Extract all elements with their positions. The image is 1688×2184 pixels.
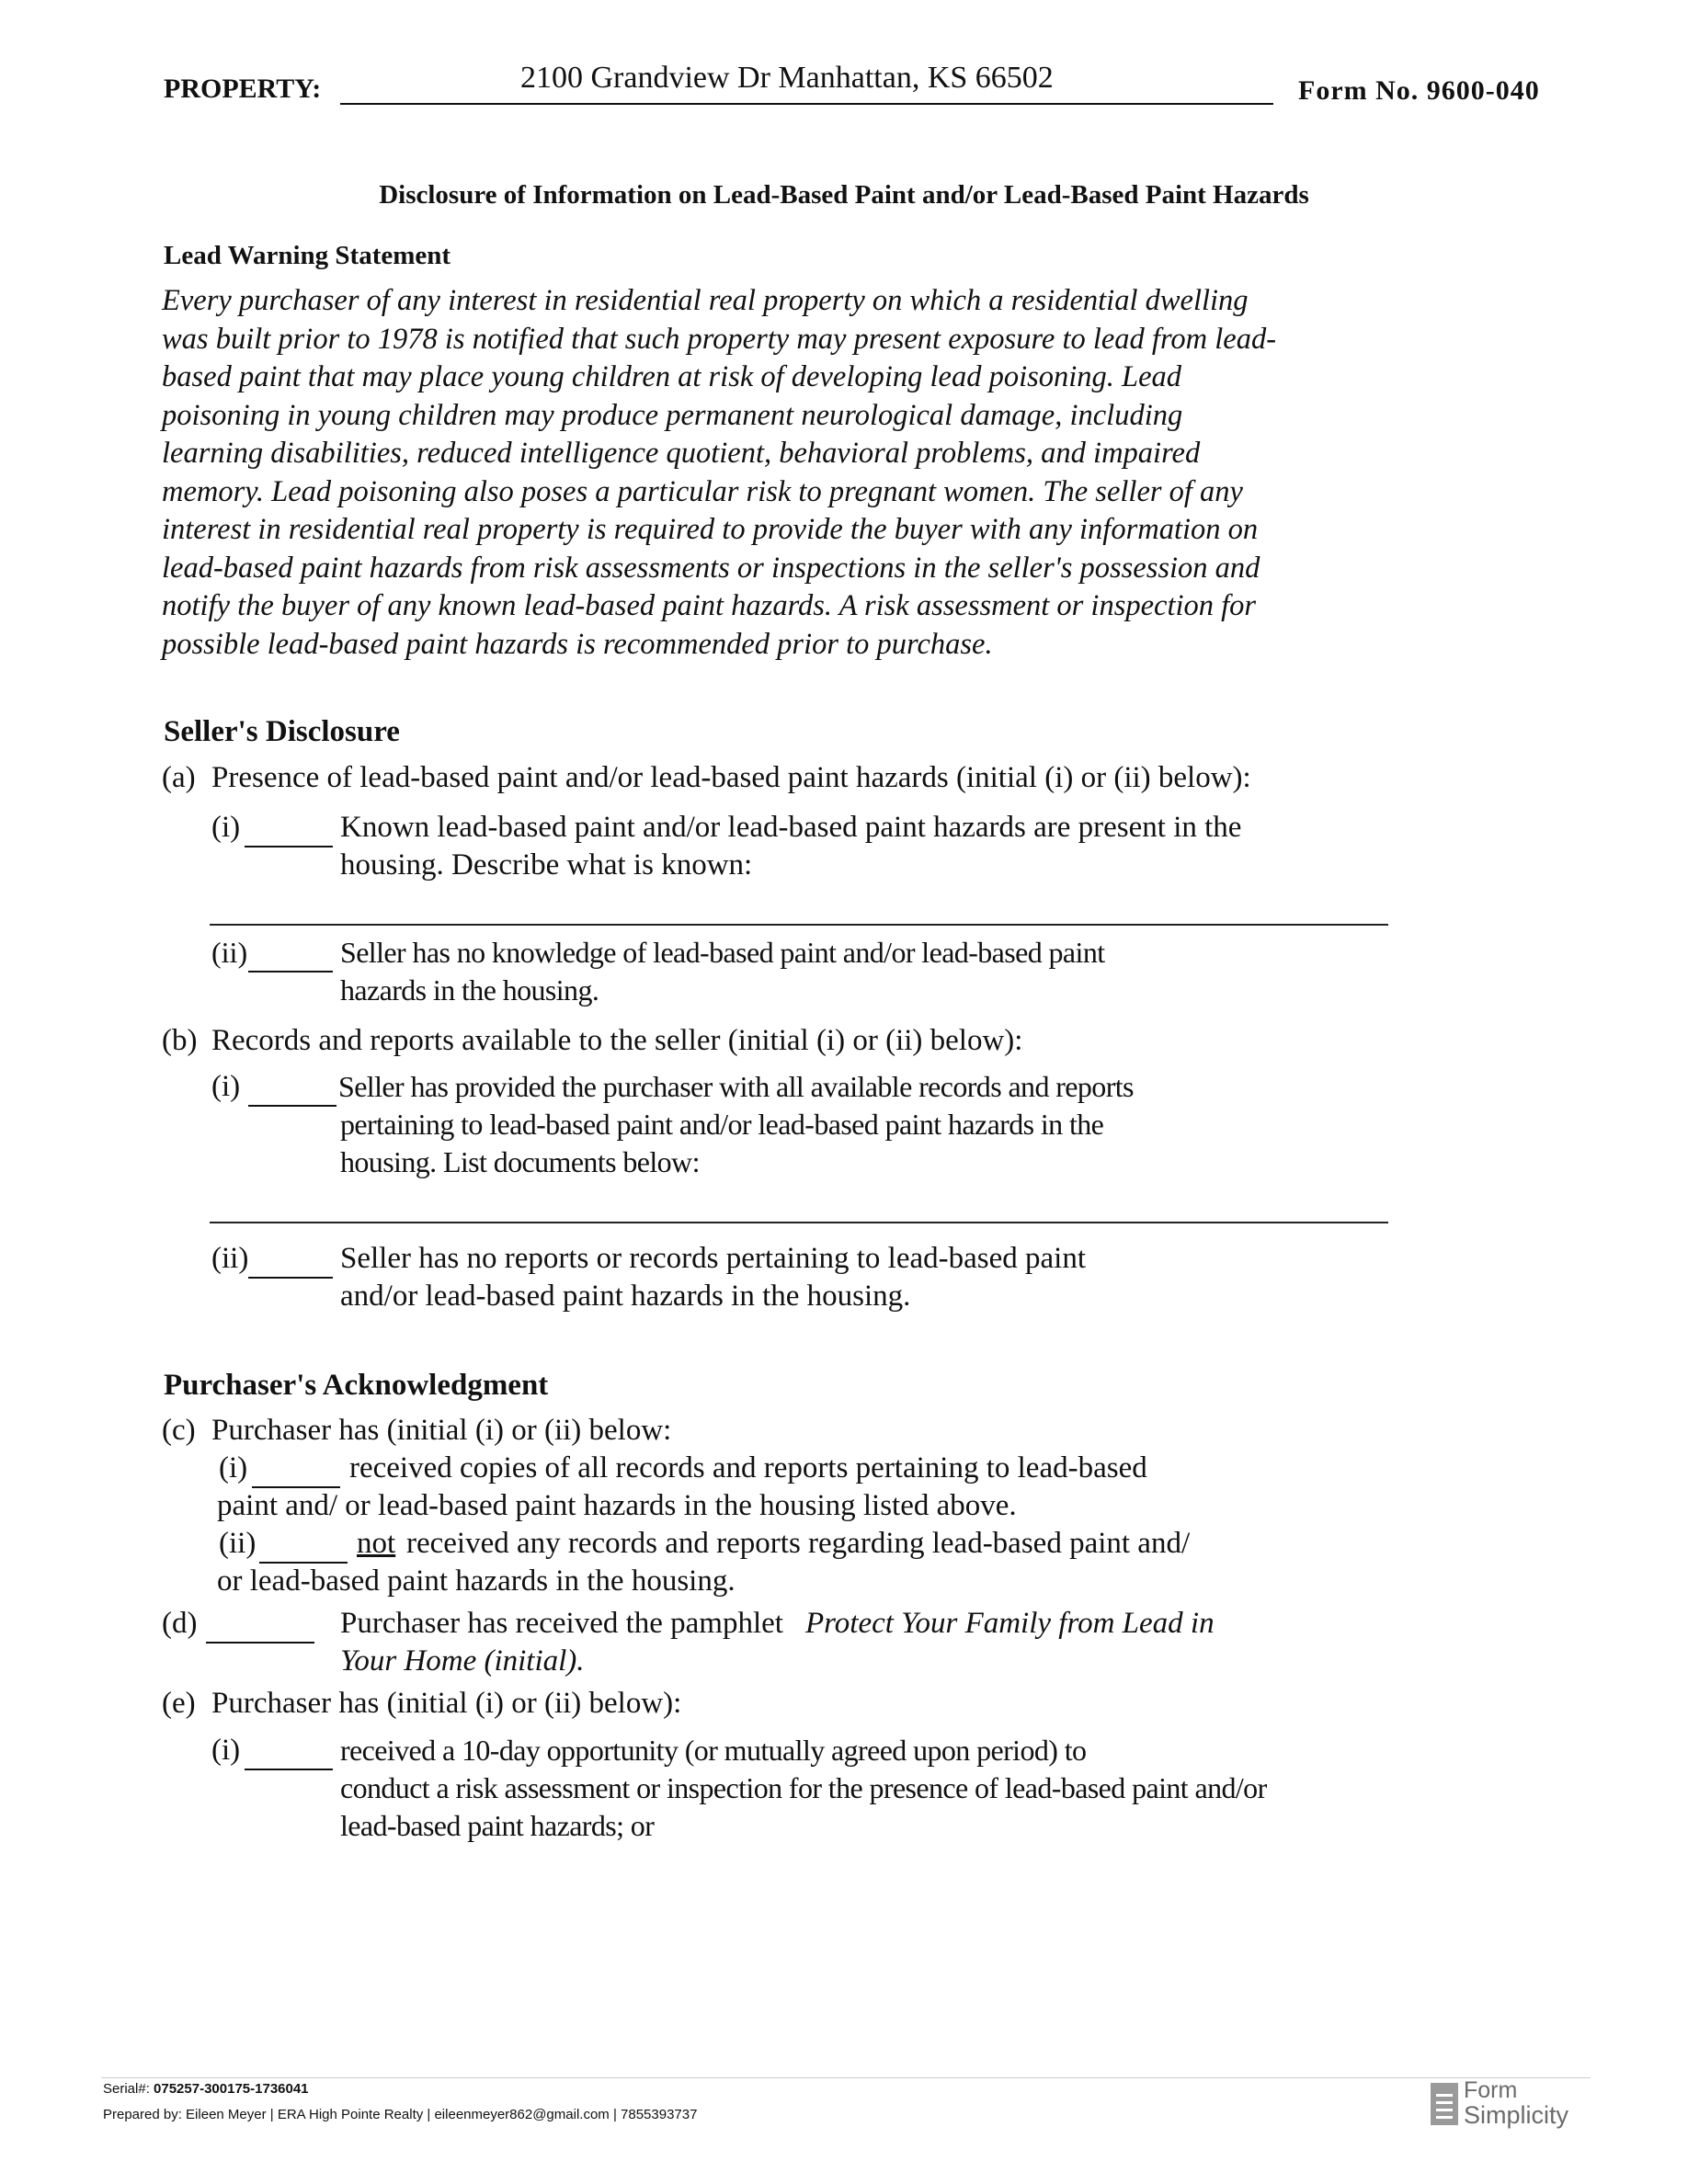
item-b-i-line1: Seller has provided the purchaser with all available records and reports: [338, 1070, 1134, 1103]
item-a-ii-marker: (ii): [211, 936, 248, 969]
item-b-i-initial-field[interactable]: [248, 1072, 336, 1107]
item-c-i-marker: (i): [219, 1451, 248, 1484]
item-a-i-line1: Known lead-based paint and/or lead-based paint hazards are present in the: [340, 811, 1242, 844]
item-c-ii-initial-field[interactable]: [259, 1529, 348, 1564]
item-a-ii-line2: hazards in the housing.: [340, 973, 599, 1007]
item-d-pamphlet-title: Protect Your Family from Lead in: [805, 1607, 1215, 1640]
item-a-i-initial-field[interactable]: [245, 813, 333, 847]
item-a-marker: (a): [162, 761, 196, 794]
item-a-i-marker: (i): [211, 811, 241, 844]
warning-line: based paint that may place young children at risk of developing lead poisoning. Lead: [162, 360, 1182, 393]
item-c-i-line2: paint and/ or lead-based paint hazards in the housing listed above.: [217, 1489, 1017, 1522]
item-b-text: Records and reports available to the seller (initial (i) or (ii) below):: [211, 1024, 1023, 1057]
footer-divider: [101, 2077, 1591, 2078]
item-a-i-line2: housing. Describe what is known:: [340, 848, 753, 882]
item-e-i-line3: lead-based paint hazards; or: [340, 1809, 655, 1842]
warning-line: lead-based paint hazards from risk assessments or inspections in the seller's possession and: [162, 551, 1260, 585]
sellers-disclosure-heading: Seller's Disclosure: [164, 715, 400, 748]
property-field[interactable]: [340, 59, 1273, 105]
item-b-documents-field[interactable]: [210, 1222, 1388, 1223]
item-e-marker: (e): [162, 1687, 196, 1720]
purchasers-acknowledgment-heading: Purchaser's Acknowledgment: [164, 1369, 549, 1402]
serial-value: 075257-300175-1736041: [154, 2081, 309, 2097]
form-number: Form No. 9600-040: [1298, 75, 1540, 106]
warning-line: memory. Lead poisoning also poses a particular risk to pregnant women. The seller of any: [162, 474, 1243, 508]
document-title: Disclosure of Information on Lead-Based Paint and/or Lead-Based Paint Hazards: [379, 180, 1309, 210]
brand-line2: Simplicity: [1464, 2101, 1569, 2129]
warning-line: interest in residential real property is required to provide the buyer with any information on: [162, 513, 1259, 546]
item-a-description-field[interactable]: [210, 924, 1388, 926]
item-d-pamphlet-title-cont: Your Home (initial).: [340, 1644, 585, 1678]
item-a-ii-initial-field[interactable]: [248, 938, 333, 973]
item-b-ii-line1: Seller has no reports or records pertaining to lead-based paint: [340, 1242, 1086, 1275]
item-d-initial-field[interactable]: [206, 1609, 314, 1644]
property-value: 2100 Grandview Dr Manhattan, KS 66502: [520, 61, 1054, 95]
property-label: PROPERTY:: [164, 74, 322, 104]
item-e-text: Purchaser has (initial (i) or (ii) below):: [211, 1687, 682, 1720]
item-b-marker: (b): [162, 1024, 198, 1057]
brand-line1: Form: [1464, 2077, 1518, 2103]
item-d-marker: (d): [162, 1607, 198, 1640]
item-b-i-line3: housing. List documents below:: [340, 1145, 700, 1178]
item-c-ii-not: not: [357, 1527, 396, 1560]
prepared-by: Prepared by: Eileen Meyer | ERA High Pointe Realty | eileenmeyer862@gmail.com | 7855393737: [103, 2107, 698, 2122]
item-c-ii-marker: (ii): [219, 1527, 257, 1560]
item-a-ii-line1: Seller has no knowledge of lead-based paint and/or lead-based paint: [340, 936, 1105, 969]
item-b-i-marker: (i): [211, 1070, 241, 1103]
warning-line: was built prior to 1978 is notified that such property may present exposure to lead from lead-: [162, 322, 1277, 356]
item-e-i-marker: (i): [211, 1734, 241, 1767]
item-b-ii-marker: (ii): [211, 1242, 249, 1275]
document-icon: [1431, 2083, 1458, 2125]
warning-line: possible lead-based paint hazards is recommended prior to purchase.: [162, 627, 993, 661]
formsimplicity-logo: [1431, 2079, 1587, 2134]
serial-number: [103, 2081, 309, 2097]
item-b-ii-line2: and/or lead-based paint hazards in the housing.: [340, 1280, 911, 1313]
item-e-i-initial-field[interactable]: [245, 1735, 333, 1770]
lead-warning-statement: [162, 282, 1385, 664]
item-d-text: Purchaser has received the pamphlet: [340, 1607, 783, 1640]
item-b-ii-initial-field[interactable]: [248, 1244, 333, 1279]
warning-line: notify the buyer of any known lead-based paint hazards. A risk assessment or inspection for: [162, 589, 1257, 622]
serial-label: Serial#:: [103, 2081, 150, 2097]
item-b-i-line2: pertaining to lead-based paint and/or lead-based paint hazards in the: [340, 1108, 1104, 1141]
item-c-ii-line1: received any records and reports regarding lead-based paint and/: [406, 1527, 1191, 1560]
item-e-i-line2: conduct a risk assessment or inspection for the presence of lead-based paint and/or: [340, 1771, 1267, 1804]
item-c-text: Purchaser has (initial (i) or (ii) below:: [211, 1414, 672, 1447]
item-c-ii-line2: or lead-based paint hazards in the housing.: [217, 1564, 736, 1598]
warning-line: Every purchaser of any interest in residential real property on which a residential dwelling: [162, 284, 1249, 317]
item-c-i-line1: received copies of all records and reports pertaining to lead-based: [349, 1451, 1147, 1484]
lead-warning-heading: Lead Warning Statement: [164, 241, 451, 270]
item-e-i-line1: received a 10-day opportunity (or mutually agreed upon period) to: [340, 1734, 1087, 1767]
item-c-i-initial-field[interactable]: [252, 1453, 340, 1488]
item-a-text: Presence of lead-based paint and/or lead-based paint hazards (initial (i) or (ii) below):: [211, 761, 1251, 794]
item-c-marker: (c): [162, 1414, 196, 1447]
warning-line: learning disabilities, reduced intelligence quotient, behavioral problems, and impaired: [162, 437, 1201, 470]
warning-line: poisoning in young children may produce permanent neurological damage, including: [162, 398, 1183, 432]
